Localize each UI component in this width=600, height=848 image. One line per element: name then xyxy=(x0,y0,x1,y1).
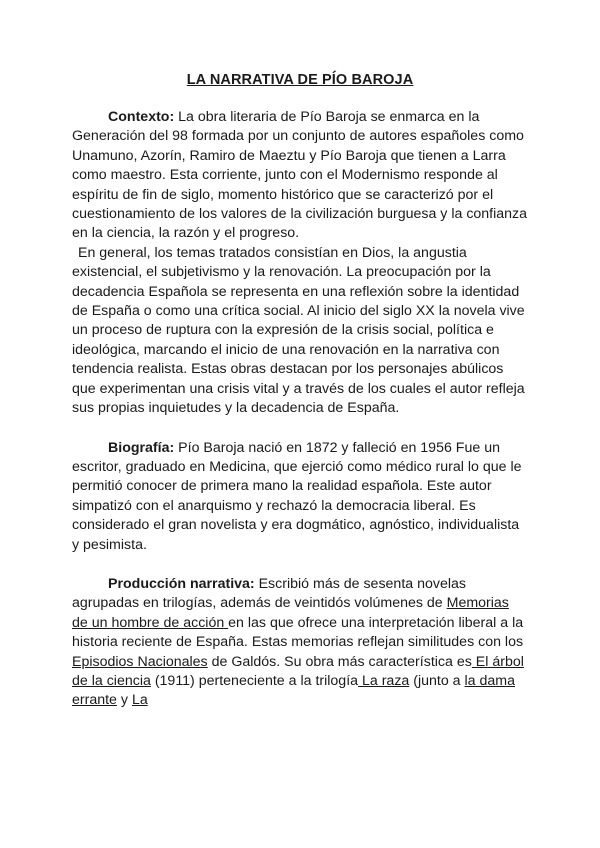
la-title-link[interactable]: La xyxy=(131,692,148,709)
biografia-text: Pío Baroja nació en 1872 y falleció en 1956 Fue un escritor, graduado en Medicina, que ejerció como médico rural lo que le permitió conocer de primera mano la realidad española. Este autor simpatizó con el anarquismo y rechazó la democracia liberal. Es considerado el gran novelista y era dogmático, agnóstico, individualista y pesimista. xyxy=(72,439,522,553)
produccion-text-2: en las que ofrece una interpretación liberal a la historia reciente de España. Estas memorias reflejan similitudes con los xyxy=(72,614,524,651)
produccion-text-1: Escribió más de sesenta novelas agrupadas en trilogías, además de veintidós volúmenes de xyxy=(72,575,467,612)
contexto-paragraph xyxy=(72,108,528,244)
general-text: En general, los temas tratados consistían en Dios, la angustia existencial, el subjetivismo y la renovación. La preocupación por la decadencia Española se representa en una reflexión sobre la identidad de España o como una crítica social. Al inicio del siglo XX la novela vive un proceso de ruptura con la expresión de la crisis social, política e ideológica, marcando el inicio de una renovación en la narrativa con tendencia realista. Estas obras destacan por los personajes abúlicos que experimentan una crisis vital y a través de los cuales el autor refleja sus propias inquietudes y la decadencia de España. xyxy=(72,244,525,417)
spacer xyxy=(72,555,528,575)
arbol-title-link[interactable]: El árbol de la ciencia xyxy=(72,653,524,689)
dama-title-link[interactable]: la dama errante xyxy=(72,672,516,709)
memorias-title-link[interactable]: Memorias de un hombre de acción xyxy=(72,595,509,631)
produccion-text-4: (1911) perteneciente a la trilogía xyxy=(150,672,359,689)
produccion-heading: Producción narrativa: xyxy=(108,575,255,592)
spacer xyxy=(72,419,528,439)
episodios-title-link[interactable]: Episodios Nacionales xyxy=(72,653,208,670)
raza-title-link[interactable]: La raza xyxy=(358,672,410,689)
biografia-paragraph xyxy=(72,439,528,555)
contexto-heading: Contexto: xyxy=(108,109,175,125)
produccion-text-5: (junto a xyxy=(409,672,465,689)
contexto-text: La obra literaria de Pío Baroja se enmarca en la Generación del 98 formada por un conjunto de autores españoles como Unamuno, Azorín, Ramiro de Maeztu y Pío Baroja que tienen a Larra como maestro. Esta corriente, junto con el Modernismo responde al espíritu de fin de siglo, momento histórico que se caracterizó por el cuestionamiento de los valores de la civilización burguesa y la confianza en la ciencia, la razón y el progreso. xyxy=(72,109,528,242)
produccion-text-3: de Galdós. Su obra más característica es xyxy=(207,653,472,670)
produccion-paragraph xyxy=(72,575,528,711)
biografia-heading: Biografía: xyxy=(108,439,175,456)
page-title: LA NARRATIVA DE PÍO BAROJA xyxy=(186,72,414,88)
produccion-text-6: y xyxy=(116,692,132,709)
general-paragraph xyxy=(72,244,528,419)
